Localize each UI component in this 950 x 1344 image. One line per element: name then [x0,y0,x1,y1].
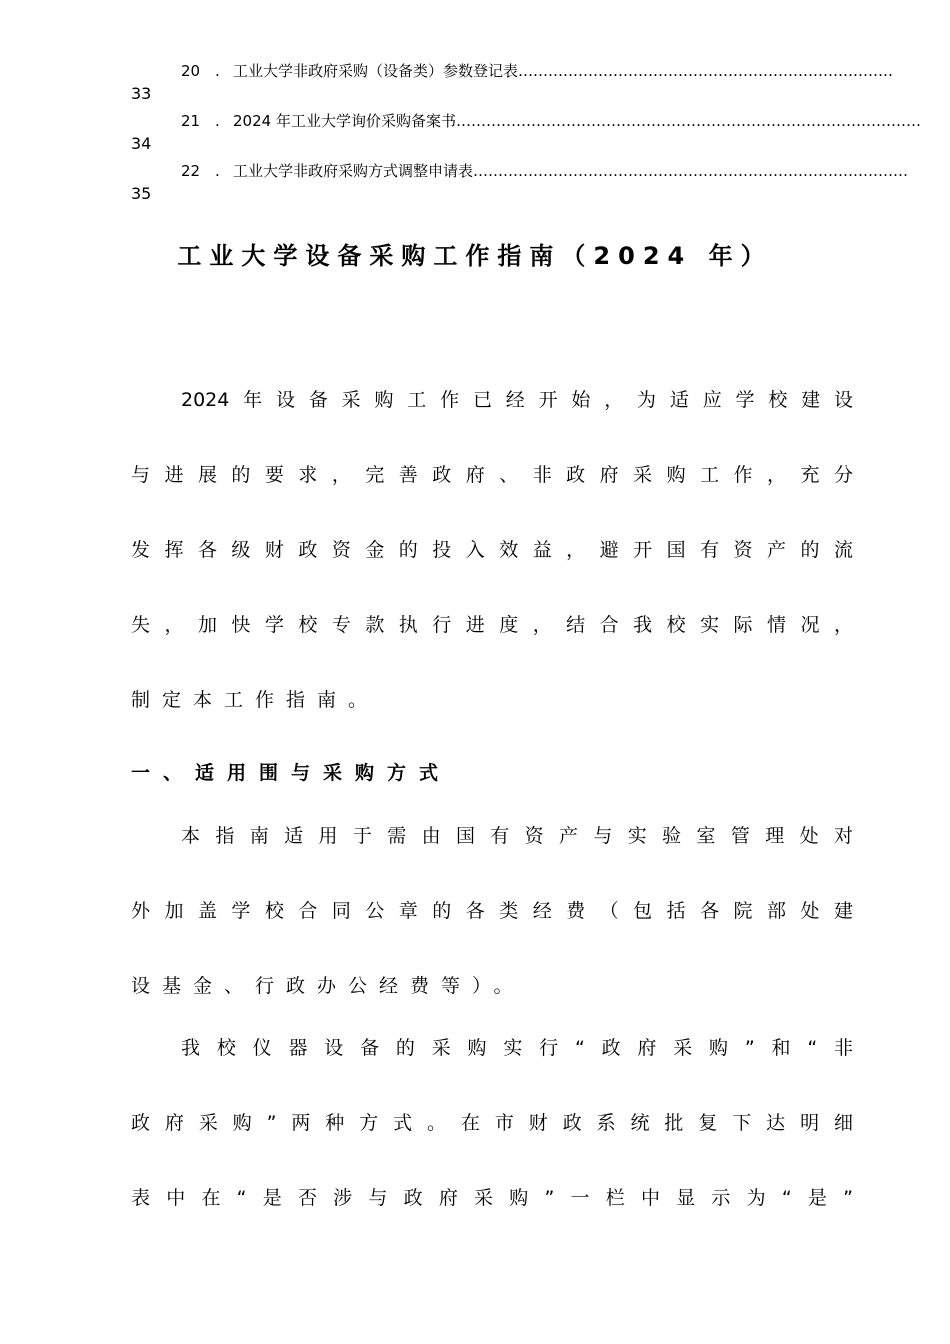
toc-page-number: 33 [131,84,152,103]
toc-leader: ………………………………………………………………………………… [455,112,921,130]
intro-line-2: 与进展的要求，完善政府、非政府采购工作，充分 [131,464,853,486]
toc-dot: . [215,162,220,180]
toc-number: 21 [181,112,201,130]
toc-dot: . [215,112,220,130]
toc-text: 工业大学非政府采购方式调整申请表 [233,162,474,180]
toc-page-number: 35 [131,184,152,203]
toc-page-number: 34 [131,134,152,153]
section-para1-line-1: 本指南适用于需由国有资产与实验室管理处对 [181,825,853,847]
section-heading: 一、适用围与采购方式 [131,762,452,784]
toc-text: 2024 年工业大学询价采购备案书 [233,112,456,130]
toc-leader: ………………………………………………………………… [518,62,894,80]
toc-leader: …………………………………………………………………………… [473,162,909,180]
section-para2-line-1: 我校仪器设备的采购实行“政府采购”和“非 [181,1037,853,1059]
section-para1-line-2: 外加盖学校合同公章的各类经费（包括各院部处建 [131,900,853,922]
section-para1-line-3: 设基金、行政办公经费等）。 [131,975,525,997]
toc-entry-21[interactable] [181,110,921,131]
intro-line-3: 发挥各级财政资金的投入效益，避开国有资产的流 [131,539,853,561]
toc-number: 20 [181,62,201,80]
section-para2-line-3: 表中在“是否涉与政府采购”一栏中显示为“是” [131,1187,853,1209]
document-title: 工业大学设备采购工作指南（2024 年） [177,242,773,270]
intro-line-5: 制定本工作指南。 [131,689,380,711]
intro-line-4: 失，加快学校专款执行进度，结合我校实际情况， [131,614,853,636]
toc-number: 22 [181,162,201,180]
section-para2-line-2: 政府采购”两种方式。在市财政系统批复下达明细 [131,1112,853,1134]
intro-line-1: 2024年设备采购工作已经开始，为适应学校建设 [181,389,853,411]
toc-text: 工业大学非政府采购（设备类）参数登记表 [233,62,519,80]
toc-entry-22[interactable] [181,160,909,181]
toc-dot: . [215,62,220,80]
toc-entry-20[interactable] [181,60,894,81]
